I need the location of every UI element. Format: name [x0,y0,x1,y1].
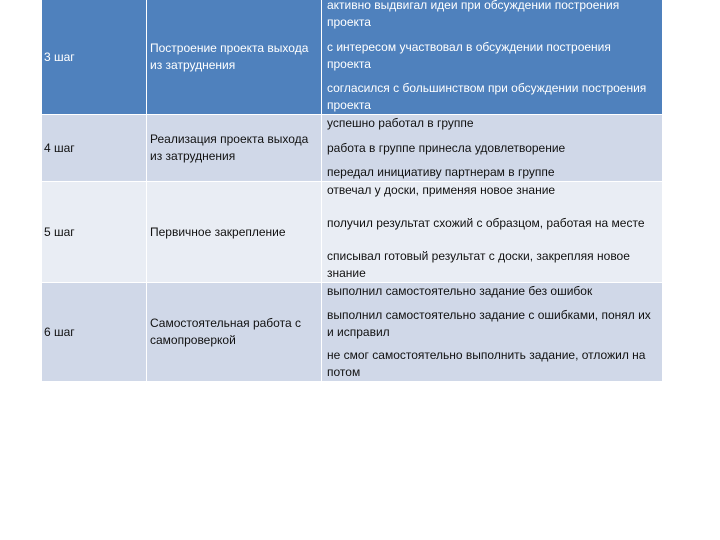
table-row [42,0,662,115]
table-row [42,182,662,283]
stage-cell [147,283,322,381]
option-text: получил результат схожий с образцом, работая на месте [327,216,645,231]
stage-cell [147,115,322,181]
options-cell [322,115,662,181]
step-cell [42,0,147,114]
step-cell [42,283,147,381]
option-text: работа в группе принесла удовлетворение [327,140,566,155]
step-cell [42,115,147,181]
step-cell [42,182,147,282]
stage-label: Реализация проекта выхода из затруднения [150,132,309,163]
stage-label: Построение проекта выхода из затруднения [150,41,309,72]
option-text: активно выдвигал идеи при обсуждении построения проекта [327,0,620,29]
option-text: не смог самостоятельно выполнить задание, отложил на потом [327,348,646,380]
step-label: 5 шаг [44,224,75,239]
option-text: согласился с большинством при обсуждении построения проекта [327,81,647,113]
step-label: 6 шаг [44,324,75,339]
step-label: 3 шаг [44,49,75,64]
stage-cell [147,0,322,114]
option-text: передал инициативу партнерам в группе [327,165,555,180]
option-text: выполнил самостоятельно задание без ошибок [327,284,593,298]
reflection-table [42,0,662,381]
option-text: успешно работал в группе [327,116,474,130]
table-row [42,115,662,182]
option-text: с интересом участвовал в обсуждении построения проекта [327,39,611,71]
table-row [42,283,662,381]
stage-label: Первичное закрепление [150,224,286,239]
step-label: 4 шаг [44,140,75,155]
stage-cell [147,182,322,282]
options-cell [322,182,662,282]
option-text: выполнил самостоятельно задание с ошибками, понял их и исправил [327,307,651,339]
stage-label: Самостоятельная работа с самопроверкой [150,316,301,347]
options-cell [322,283,662,381]
options-cell [322,0,662,114]
option-text: отвечал у доски, применяя новое знание [327,183,556,197]
option-text: списывал готовый результат с доски, закрепляя новое знание [327,249,630,281]
